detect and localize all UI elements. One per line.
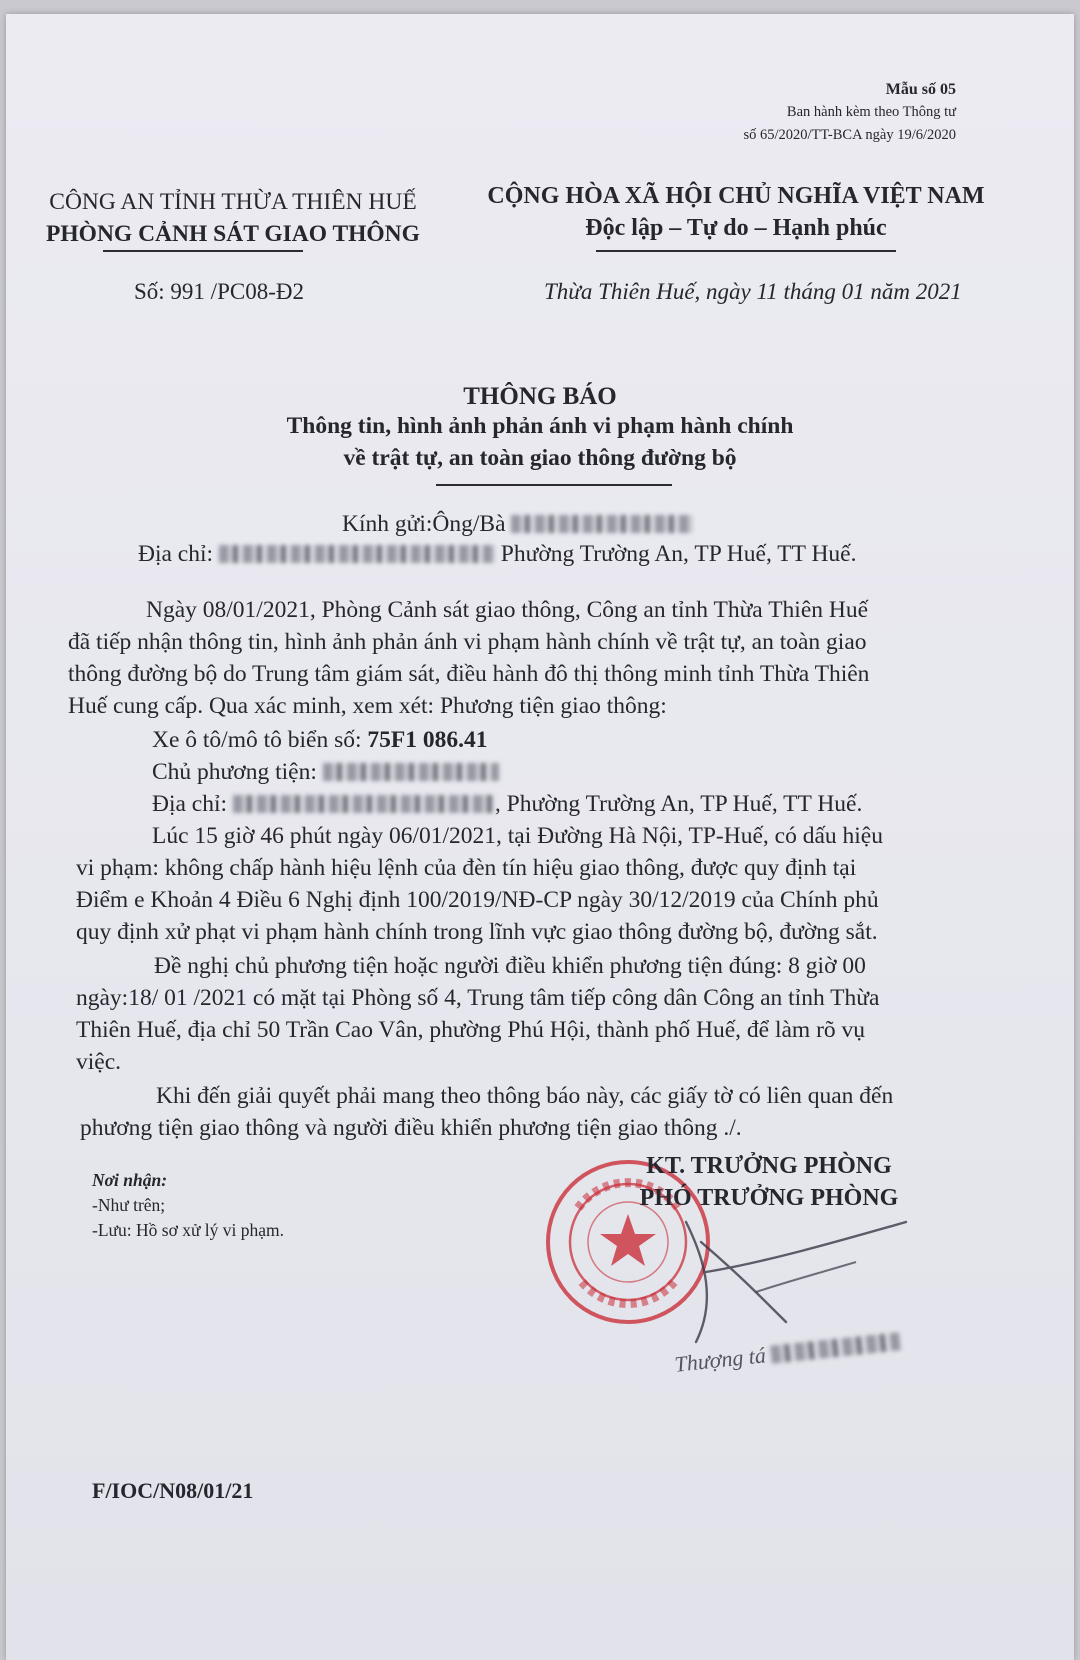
document-number: Số: 991 /PC08-Đ2 [134, 279, 304, 304]
recipient-address-line [138, 538, 856, 570]
document-date: Thừa Thiên Huế, ngày 11 tháng 01 năm 2021 [544, 279, 962, 304]
document-subtitle [6, 410, 1074, 474]
subtitle-line-2: về trật tự, an toàn giao thông đường bộ [343, 445, 737, 471]
owner-address-tail: , Phường Trường An, TP Huế, TT Huế. [494, 791, 863, 817]
national-motto: Độc lập – Tự do – Hạnh phúc [585, 215, 887, 241]
signer-name-visible: Thượng tá [673, 1342, 767, 1377]
vehicle-plate-line [152, 724, 488, 756]
form-circular: số 65/2020/TT-BCA ngày 19/6/2020 [743, 127, 956, 143]
body-line: ngày:18/ 01 /2021 có mặt tại Phòng số 4, Trung tâm tiếp công dân Công an tỉnh Thừa [76, 985, 880, 1011]
agency-name: PHÒNG CẢNH SÁT GIAO THÔNG [46, 221, 420, 247]
body-line: đã tiếp nhận thông tin, hình ảnh phản ánh vi phạm hành chính về trật tự, an toàn giao [68, 629, 867, 655]
body-line: việc. [76, 1049, 122, 1075]
body-line: Khi đến giải quyết phải mang theo thông báo này, các giấy tờ có liên quan đến [156, 1083, 894, 1109]
body-line: vi phạm: không chấp hành hiệu lệnh của đèn tín hiệu giao thông, được quy định tại [76, 855, 857, 881]
redacted-owner-address [233, 795, 495, 813]
recipient-label: Kính gửi:Ông/Bà [342, 511, 512, 537]
body-line: thông đường bộ do Trung tâm giám sát, điều hành đô thị thông minh tỉnh Thừa Thiên [68, 661, 870, 687]
recipient-item: -Như trên; [92, 1195, 166, 1215]
subtitle-line-1: Thông tin, hình ảnh phản ánh vi phạm hành chính [286, 413, 794, 439]
redacted-owner [323, 763, 499, 781]
owner-address-line [152, 788, 862, 820]
body-line: quy định xử phạt vi phạm hành chính trong lĩnh vực giao thông đường bộ, đường sắt. [76, 919, 878, 945]
form-reference [743, 78, 956, 147]
issuing-agency [22, 186, 444, 250]
document-code: F/IOC/N08/01/21 [92, 1478, 254, 1503]
plate-label: Xe ô tô/mô tô biển số: [152, 727, 368, 753]
signatory-position: PHÓ TRƯỞNG PHÒNG [639, 1185, 899, 1211]
plate-number: 75F1 086.41 [367, 727, 488, 753]
body-line: Đề nghị chủ phương tiện hoặc người điều khiển phương tiện đúng: 8 giờ 00 [154, 953, 866, 979]
body-line: phương tiện giao thông và người điều khiển phương tiện giao thông ./. [80, 1115, 742, 1141]
owner-line [152, 756, 499, 788]
body-line: Thiên Huế, địa chỉ 50 Trần Cao Vân, phường Phú Hội, thành phố Huế, để làm rõ vụ [76, 1017, 866, 1043]
national-name: CỘNG HÒA XÃ HỘI CHỦ NGHĨA VIỆT NAM [487, 183, 985, 209]
body-line: Lúc 15 giờ 46 phút ngày 06/01/2021, tại Đường Hà Nội, TP-Huế, có dấu hiệu [152, 823, 883, 849]
recipient-line [342, 508, 693, 540]
body-line: Điểm e Khoản 4 Điều 6 Nghị định 100/2019/NĐ-CP ngày 30/12/2019 của Chính phủ [76, 887, 879, 913]
recipients-heading: Nơi nhận: [92, 1170, 168, 1190]
form-issued-with: Ban hành kèm theo Thông tư [786, 104, 956, 120]
agency-parent: CÔNG AN TỈNH THỪA THIÊN HUẾ [49, 189, 417, 215]
agency-underline [103, 250, 303, 252]
redacted-name [511, 515, 693, 533]
signatory-authority: KT. TRƯỞNG PHÒNG [646, 1153, 892, 1179]
form-number: Mẫu số 05 [885, 81, 956, 98]
document-page [6, 14, 1074, 1660]
recipient-item: -Lưu: Hồ sơ xử lý vi phạm. [92, 1220, 285, 1240]
motto-underline [596, 250, 896, 252]
address-label: Địa chỉ: [138, 541, 214, 567]
recipients-block [92, 1168, 284, 1243]
document-title: THÔNG BÁO [463, 383, 617, 410]
owner-label: Chủ phương tiện: [152, 759, 323, 785]
body-line: Ngày 08/01/2021, Phòng Cảnh sát giao thông, Công an tỉnh Thừa Thiên Huế [146, 597, 869, 623]
redacted-address [219, 545, 495, 563]
address-tail: Phường Trường An, TP Huế, TT Huế. [500, 541, 857, 567]
national-header [466, 180, 1006, 244]
body-line: Huế cung cấp. Qua xác minh, xem xét: Phương tiện giao thông: [68, 693, 667, 719]
title-underline [436, 484, 672, 486]
owner-address-label: Địa chỉ: [152, 791, 233, 817]
